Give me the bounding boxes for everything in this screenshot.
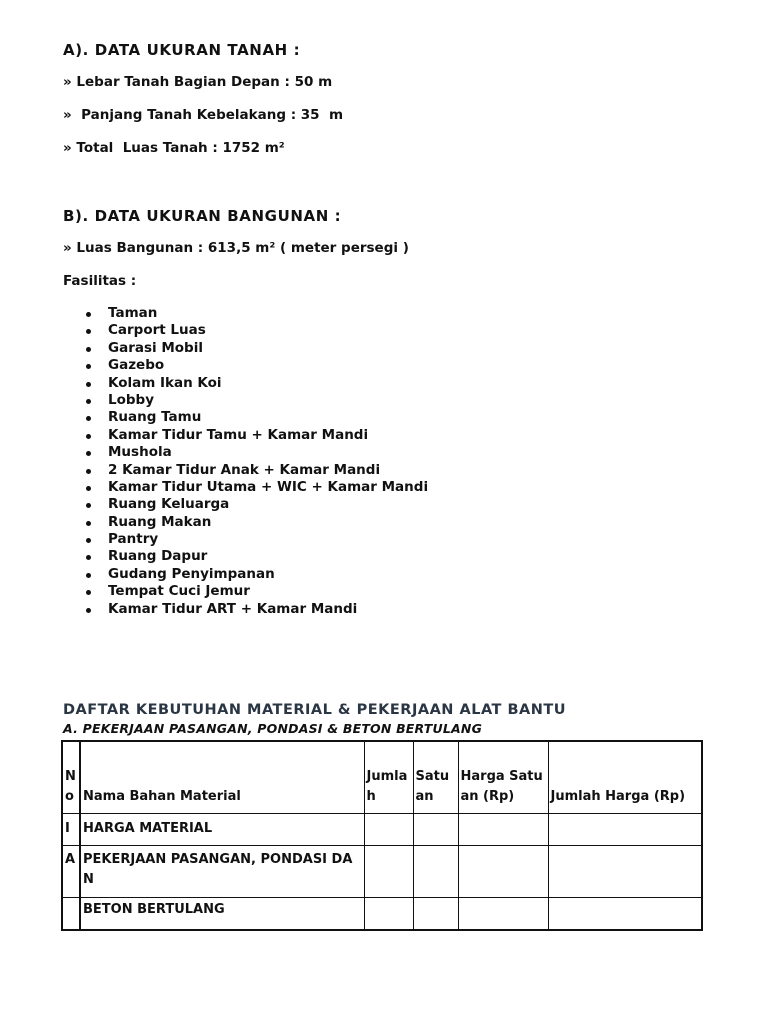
row-nama: PEKERJAAN PASANGAN, PONDASI DAN [80,845,364,897]
daftar-kebutuhan-title: DAFTAR KEBUTUHAN MATERIAL & PEKERJAAN ALAT BANTU [63,702,567,718]
list-item: Ruang Keluarga [63,496,428,513]
list-item: Taman [63,305,428,322]
section-a-heading: A). DATA UKURAN TANAH : [63,41,301,59]
table-row [62,813,702,845]
row-no: I [62,813,80,845]
section-b-heading: B). DATA UKURAN BANGUNAN : [63,207,342,225]
list-item: Pantry [63,531,428,548]
row-nama: BETON BERTULANG [80,897,364,930]
luas-bangunan-line: » Luas Bangunan : 613,5 m² ( meter persegi ) [63,240,409,256]
list-item: Carport Luas [63,322,428,339]
table-header-row [62,741,702,813]
list-item: Ruang Dapur [63,548,428,565]
row-jumlah [364,845,413,897]
list-item: Tempat Cuci Jemur [63,583,428,600]
list-item: Lobby [63,392,428,409]
list-item: Garasi Mobil [63,340,428,357]
row-no: A [62,845,80,897]
lebar-tanah-line: » Lebar Tanah Bagian Depan : 50 m [63,74,333,90]
list-item: 2 Kamar Tidur Anak + Kamar Mandi [63,462,428,479]
daftar-subtitle: A. PEKERJAAN PASANGAN, PONDASI & BETON BERTULANG [63,721,483,736]
row-satuan [413,845,458,897]
header-jumlah: Jumlah [364,741,413,813]
header-harga-satuan: Harga Satuan (Rp) [458,741,548,813]
row-jumlah-harga [548,813,702,845]
row-jumlah [364,813,413,845]
row-harga-satuan [458,813,548,845]
list-item: Kamar Tidur Tamu + Kamar Mandi [63,427,428,444]
list-item: Mushola [63,444,428,461]
list-item: Ruang Makan [63,514,428,531]
list-item: Kamar Tidur ART + Kamar Mandi [63,601,428,618]
fasilitas-label: Fasilitas : [63,273,137,289]
list-item: Ruang Tamu [63,409,428,426]
list-item: Kamar Tidur Utama + WIC + Kamar Mandi [63,479,428,496]
row-jumlah-harga [548,845,702,897]
row-satuan [413,813,458,845]
list-item: Kolam Ikan Koi [63,375,428,392]
row-no [62,897,80,930]
row-harga-satuan [458,897,548,930]
total-luas-tanah-line: » Total Luas Tanah : 1752 m² [63,140,285,156]
row-jumlah-harga [548,897,702,930]
list-item: Gudang Penyimpanan [63,566,428,583]
list-item: Gazebo [63,357,428,374]
header-satuan: Satuan [413,741,458,813]
row-jumlah [364,897,413,930]
header-jumlah-harga: Jumlah Harga (Rp) [548,741,702,813]
row-satuan [413,897,458,930]
header-nama-bahan: Nama Bahan Material [80,741,364,813]
panjang-tanah-line: » Panjang Tanah Kebelakang : 35 m [63,107,344,123]
table-row [62,845,702,897]
row-harga-satuan [458,845,548,897]
row-nama: HARGA MATERIAL [80,813,364,845]
material-table [61,740,703,931]
header-no: No [62,741,80,813]
fasilitas-list [63,305,428,618]
table-row [62,897,702,930]
